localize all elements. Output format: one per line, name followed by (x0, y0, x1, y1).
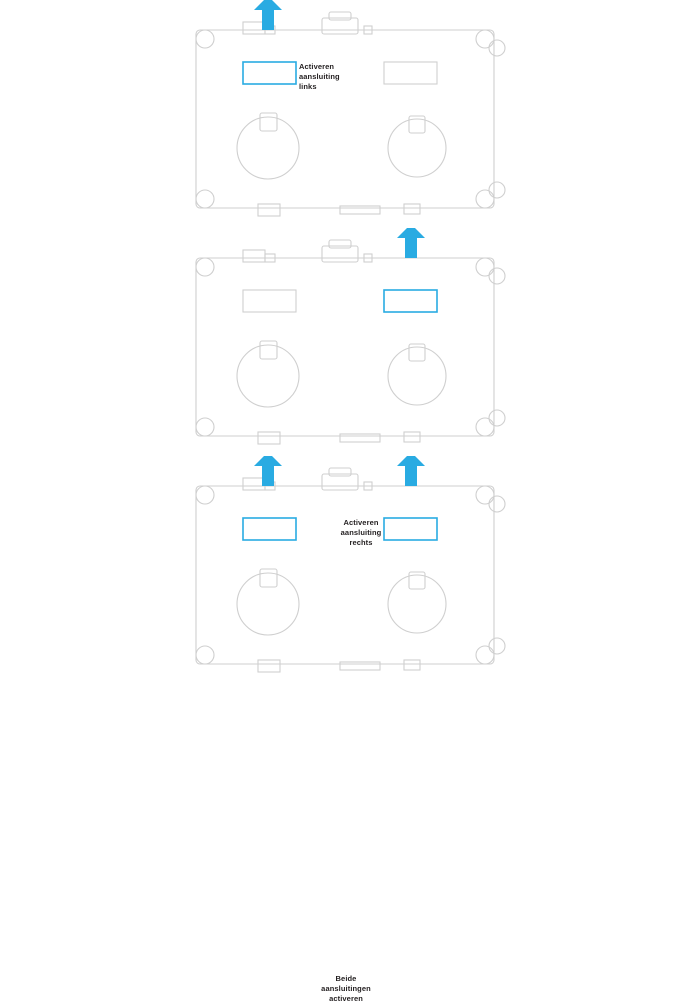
bottom-fitting-center (340, 434, 380, 442)
mount-lobe-bottom-left (196, 418, 214, 436)
top-fitting-center-cap (329, 468, 351, 476)
caption-line-1: Activeren (343, 518, 379, 527)
mount-lobe-bottom-left (196, 646, 214, 664)
bottom-fitting-right (404, 660, 420, 670)
bottom-fitting-right (404, 432, 420, 442)
mount-lobe-bottom-right (476, 418, 494, 436)
top-fitting-center-cap (329, 240, 351, 248)
mount-lobe-top-right (476, 258, 494, 276)
handle-left-stem (260, 341, 277, 359)
valve-illustration-both (0, 456, 685, 684)
caption-line-1: Beide (335, 974, 357, 983)
caption-line-3: links (299, 82, 317, 92)
mount-lobe-top-left (196, 486, 214, 504)
mount-lobe-corner-b (489, 638, 505, 654)
top-fitting-left (243, 250, 265, 262)
top-fitting-left (243, 22, 265, 34)
caption-activate-both (311, 974, 381, 1004)
bottom-fitting-right (404, 204, 420, 214)
mount-lobe-corner-b (489, 182, 505, 198)
caption-line-2: aansluiting (299, 72, 340, 82)
valve-illustration-right (0, 228, 685, 456)
bottom-fitting-left (258, 204, 280, 216)
arrow-up-left (254, 456, 282, 486)
panel-activate-both (0, 456, 685, 1004)
handle-left (237, 345, 299, 407)
caption-line-2: aansluiting (340, 528, 382, 538)
bottom-fitting-left (258, 660, 280, 672)
arrow-up-right (397, 228, 425, 258)
mount-lobe-top-right (476, 30, 494, 48)
button-right-active[interactable] (384, 290, 437, 312)
valve-body-outline (196, 486, 494, 664)
top-fitting-center-cap (329, 12, 351, 20)
button-left-active[interactable] (243, 518, 296, 540)
handle-right (388, 575, 446, 633)
valve-body-outline (196, 258, 494, 436)
mount-lobe-bottom-right (476, 646, 494, 664)
caption-line-2: aansluitingen (321, 984, 371, 994)
bottom-fitting-center (340, 662, 380, 670)
mount-lobe-top-right (476, 486, 494, 504)
handle-left (237, 117, 299, 179)
bottom-fitting-left (258, 432, 280, 444)
button-right-inactive[interactable] (384, 62, 437, 84)
mount-lobe-corner-a (489, 496, 505, 512)
caption-line-3: activeren (329, 994, 363, 1004)
mount-lobe-corner-b (489, 410, 505, 426)
handle-right (388, 119, 446, 177)
mount-lobe-corner-a (489, 268, 505, 284)
handle-left-stem (260, 569, 277, 587)
caption-activate-left (299, 62, 369, 92)
valve-illustration-left (0, 0, 685, 228)
top-fitting-left (243, 478, 265, 490)
button-left-inactive[interactable] (243, 290, 296, 312)
caption-line-3: rechts (349, 538, 373, 548)
caption-line-1: Activeren (299, 62, 335, 71)
handle-right (388, 347, 446, 405)
mount-lobe-top-left (196, 258, 214, 276)
panel-activate-left (0, 0, 685, 228)
arrow-up-left (254, 0, 282, 30)
handle-left-stem (260, 113, 277, 131)
mount-lobe-bottom-right (476, 190, 494, 208)
bottom-fitting-center (340, 206, 380, 214)
handle-left (237, 573, 299, 635)
mount-lobe-corner-a (489, 40, 505, 56)
valve-body-outline (196, 30, 494, 208)
button-left-active[interactable] (243, 62, 296, 84)
button-right-active[interactable] (384, 518, 437, 540)
panel-activate-right (0, 228, 685, 548)
mount-lobe-bottom-left (196, 190, 214, 208)
mount-lobe-top-left (196, 30, 214, 48)
arrow-up-right (397, 456, 425, 486)
